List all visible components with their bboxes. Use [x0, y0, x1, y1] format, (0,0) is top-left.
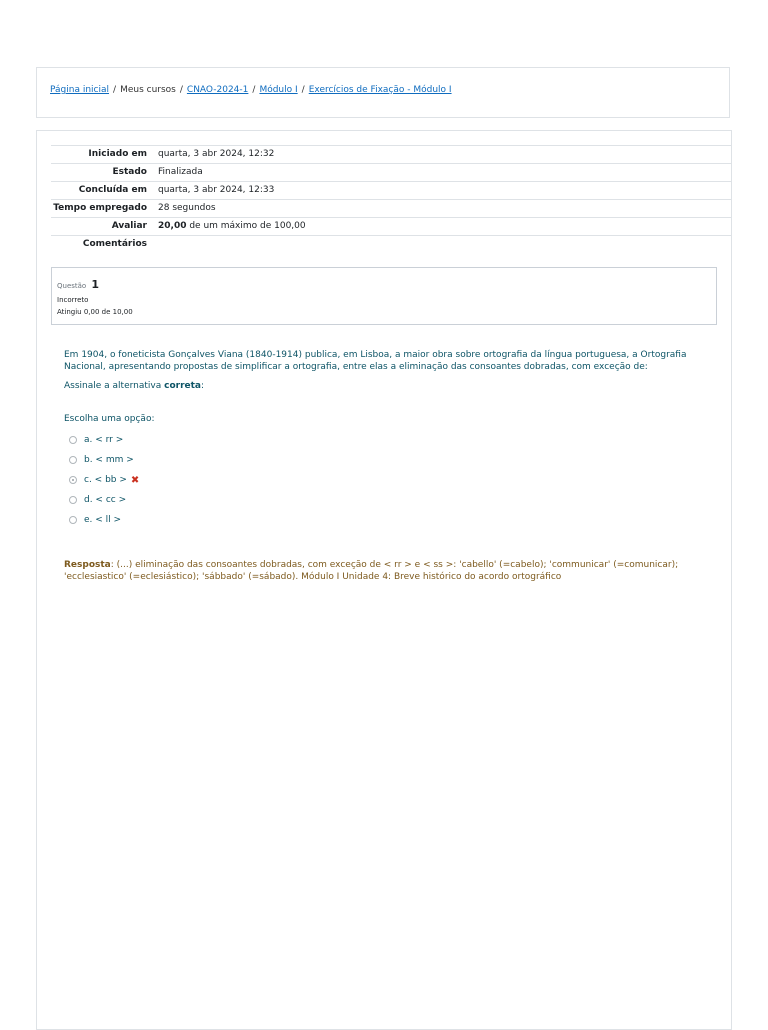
option-e[interactable]	[64, 510, 154, 530]
radio-button[interactable]	[69, 436, 77, 444]
incorrect-icon: ✖	[130, 474, 140, 486]
question-grade: Atingiu 0,00 de 10,00	[57, 308, 133, 316]
breadcrumb-separator: /	[252, 85, 256, 95]
summary-value: quarta, 3 abr 2024, 12:32	[158, 149, 275, 159]
summary-label: Comentários	[82, 239, 147, 249]
answer-options	[64, 414, 154, 530]
question-body: Em 1904, o foneticista Gonçalves Viana (1840-1914) publica, em Lisboa, a maior obra sobre ortografia da língua portuguesa, a Ortografia Nacional, apresentando propostas de simplificar a ortografia, entre elas a eliminação das consoantes dobradas, com exceção de:	[64, 350, 687, 372]
question-label: Questão	[57, 282, 87, 290]
radio-button[interactable]	[69, 456, 77, 464]
summary-row-started	[51, 146, 732, 164]
summary-row-time-taken	[51, 200, 732, 218]
summary-label: Iniciado em	[88, 149, 147, 159]
question-instruction	[64, 380, 704, 392]
option-b[interactable]	[64, 450, 154, 470]
option-label: d. < cc >	[84, 495, 127, 505]
attempt-summary-table	[51, 145, 732, 253]
choose-option-prompt: Escolha uma opção:	[64, 414, 155, 424]
summary-value: Finalizada	[158, 167, 203, 177]
answer-feedback	[64, 559, 704, 583]
breadcrumb-separator: /	[179, 85, 183, 95]
breadcrumb-separator: /	[113, 85, 117, 95]
instruction-bold: correta	[164, 381, 201, 391]
summary-value	[152, 236, 732, 254]
question-number-value: 1	[91, 278, 99, 291]
summary-label: Estado	[112, 167, 147, 177]
option-d[interactable]	[64, 490, 154, 510]
option-label: c. < bb >	[84, 475, 127, 485]
quiz-review-card	[36, 130, 732, 1030]
radio-button[interactable]	[69, 496, 77, 504]
question-text	[64, 349, 704, 399]
option-c[interactable]	[64, 470, 154, 490]
summary-value	[152, 218, 732, 236]
radio-button[interactable]	[69, 516, 77, 524]
summary-value: 28 segundos	[158, 203, 216, 213]
option-label: a. < rr >	[84, 435, 124, 445]
breadcrumb	[50, 85, 452, 95]
question-number	[57, 273, 711, 292]
question-info-box	[51, 267, 717, 325]
summary-row-state	[51, 164, 732, 182]
summary-label: Avaliar	[111, 221, 147, 231]
instruction-suffix: :	[200, 381, 205, 391]
option-a[interactable]	[64, 430, 154, 450]
radio-button-selected[interactable]	[69, 476, 77, 484]
summary-row-comments	[51, 236, 732, 254]
feedback-text: : (...) eliminação das consoantes dobradas, com exceção de < rr > e < ss >: 'cabello' (=cabelo); 'communicar' (=comunicar); 'ecclesiastico' (=eclesiástico); 'sábbado' (=sábado). Módulo I Unidade 4: Breve histórico do acordo ortográfico	[64, 560, 679, 582]
question-state: Incorreto	[57, 296, 89, 304]
grade-score: 20,00	[158, 221, 187, 231]
instruction-prefix: Assinale a alternativa	[64, 381, 165, 391]
breadcrumb-home-link[interactable]: Página inicial	[50, 85, 110, 95]
breadcrumb-my-courses: Meus cursos	[120, 85, 176, 95]
option-label: b. < mm >	[84, 455, 134, 465]
breadcrumb-module-link[interactable]: Módulo I	[259, 85, 298, 95]
summary-row-grade	[51, 218, 732, 236]
summary-label: Concluída em	[78, 185, 147, 195]
summary-label: Tempo empregado	[53, 203, 147, 213]
breadcrumb-course-link[interactable]: CNAO-2024-1	[186, 85, 249, 95]
feedback-label: Resposta	[64, 560, 111, 570]
grade-max: de um máximo de 100,00	[186, 221, 306, 231]
breadcrumb-card	[36, 67, 730, 118]
summary-value: quarta, 3 abr 2024, 12:33	[158, 185, 275, 195]
option-label: e. < ll >	[84, 515, 122, 525]
summary-row-completed	[51, 182, 732, 200]
breadcrumb-activity-link[interactable]: Exercícios de Fixação - Módulo I	[308, 85, 452, 95]
breadcrumb-separator: /	[301, 85, 305, 95]
